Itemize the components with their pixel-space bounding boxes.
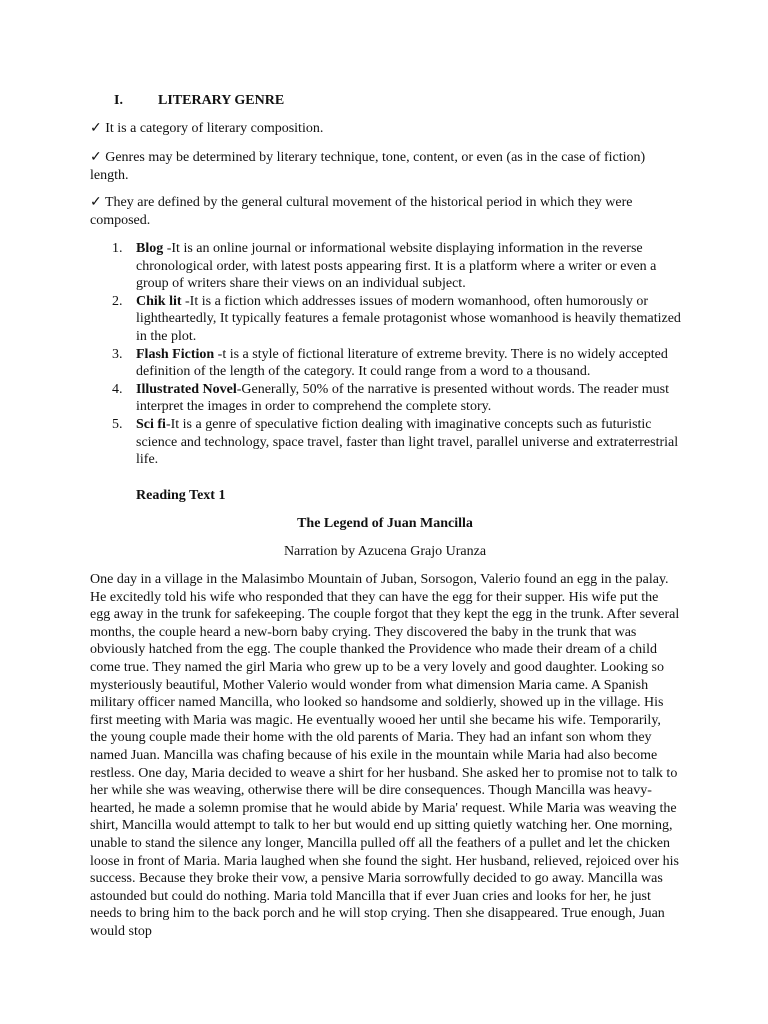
- list-number: 5.: [112, 416, 123, 432]
- section-title: LITERARY GENRE: [158, 93, 285, 108]
- genre-term: Sci fi: [136, 416, 166, 432]
- story-body: One day in a village in the Malasimbo Mountain of Juban, Sorsogon, Valerio found an egg in the palay. He excitedly told his wife who responded that they can have the egg for their supper. His wife put the egg away in the trunk for safekeeping. The couple forgot that they kept the egg in the trunk. After several months, the couple heard a new-born baby crying. They discovered the baby in the trunk that was obviously hatched from the egg. The couple thanked the Providence who made their dream of a child come true. They named the girl Maria who grew up to be a very lovely and good daughter. Looking so mysteriously beautiful, Mother Valerio would wonder from what dimension Maria came. A Spanish military officer named Mancilla, who looked so handsome and soldierly, showed up in the village. His first meeting with Maria was magic. He eventually wooed her until she became his wife. Temporarily, the young couple made their home with the old parents of Maria. They had an infant son whom they named Juan. Mancilla was chafing because of his exile in the mountain while Maria had also become restless. One day, Maria decided to weave a shirt for her husband. She asked her to promise not to talk to her while she was weaving, otherwise there will be dire consequences. Though Mancilla was heavy-hearted, he made a solemn promise that he would abide by Maria' request. While Maria was weaving the shirt, Mancilla would attempt to talk to her but would end up sitting quietly watching her. One morning, unable to stand the silence any longer, Mancilla pulled off all the feathers of a pullet and let the chicken loose in front of Maria. Maria laughed when she found the sight. Her husband, relieved, rejoiced over his success. Because they broke their vow, a pensive Maria sorrowfully decided to go away. Mancilla was astounded but could do nothing. Maria told Mancilla that if ever Juan cries and looks for her, he just needs to bring him to the back porch and he will stop crying. Then she disappeared. True enough, Juan would stop: [90, 572, 680, 939]
- genre-definition: -It is a fiction which addresses issues of modern womanhood, often humorously or lightheartedly, It typically features a female protagonist whose womanhood is heavily thematized in the plot.: [136, 293, 681, 344]
- section-number: I.: [114, 93, 123, 108]
- genre-item: [112, 240, 682, 293]
- list-number: 1.: [112, 241, 123, 256]
- section-heading: [114, 92, 284, 110]
- bullet-point: ✓ It is a category of literary composition.: [90, 121, 324, 136]
- genre-item: [112, 293, 682, 346]
- list-number: 3.: [112, 346, 123, 362]
- genre-definition: -t is a style of fictional literature of extreme brevity. There is no widely accepted definition of the length of the category. It could range from a word to a thousand.: [136, 346, 668, 380]
- genre-term: Chik lit: [136, 293, 182, 309]
- genre-definition: -Generally, 50% of the narrative is presented without words. The reader must interpret the images in order to comprehend the complete story.: [136, 381, 670, 415]
- bullet-point: ✓ They are defined by the general cultural movement of the historical period in which they were composed.: [90, 195, 633, 228]
- genre-item: [112, 381, 682, 416]
- narration-credit: Narration by Azucena Grajo Uranza: [283, 544, 487, 559]
- genre-term: Illustrated Novel: [136, 381, 237, 397]
- list-number: 2.: [112, 293, 123, 309]
- reading-text-label: Reading Text 1: [136, 488, 226, 503]
- story-title: The Legend of Juan Mancilla: [297, 516, 473, 531]
- bullet-point: ✓ Genres may be determined by literary technique, tone, content, or even (as in the case of fiction) length.: [90, 150, 646, 183]
- genre-definition: -It is a genre of speculative fiction dealing with imaginative concepts such as futuristic science and technology, space travel, faster than light travel, parallel universe and extraterrestrial life.: [136, 416, 679, 468]
- genre-list: [112, 240, 682, 469]
- genre-item: [112, 416, 682, 469]
- genre-item: [112, 346, 682, 381]
- list-number: 4.: [112, 381, 123, 397]
- genre-definition: -It is an online journal or informational website displaying information in the reverse chronological order, with latest posts appearing first. It is a platform where a writer or even a group of writers share their views on an individual subject.: [136, 241, 657, 292]
- genre-term: Flash Fiction: [136, 346, 215, 362]
- genre-term: Blog: [136, 241, 164, 256]
